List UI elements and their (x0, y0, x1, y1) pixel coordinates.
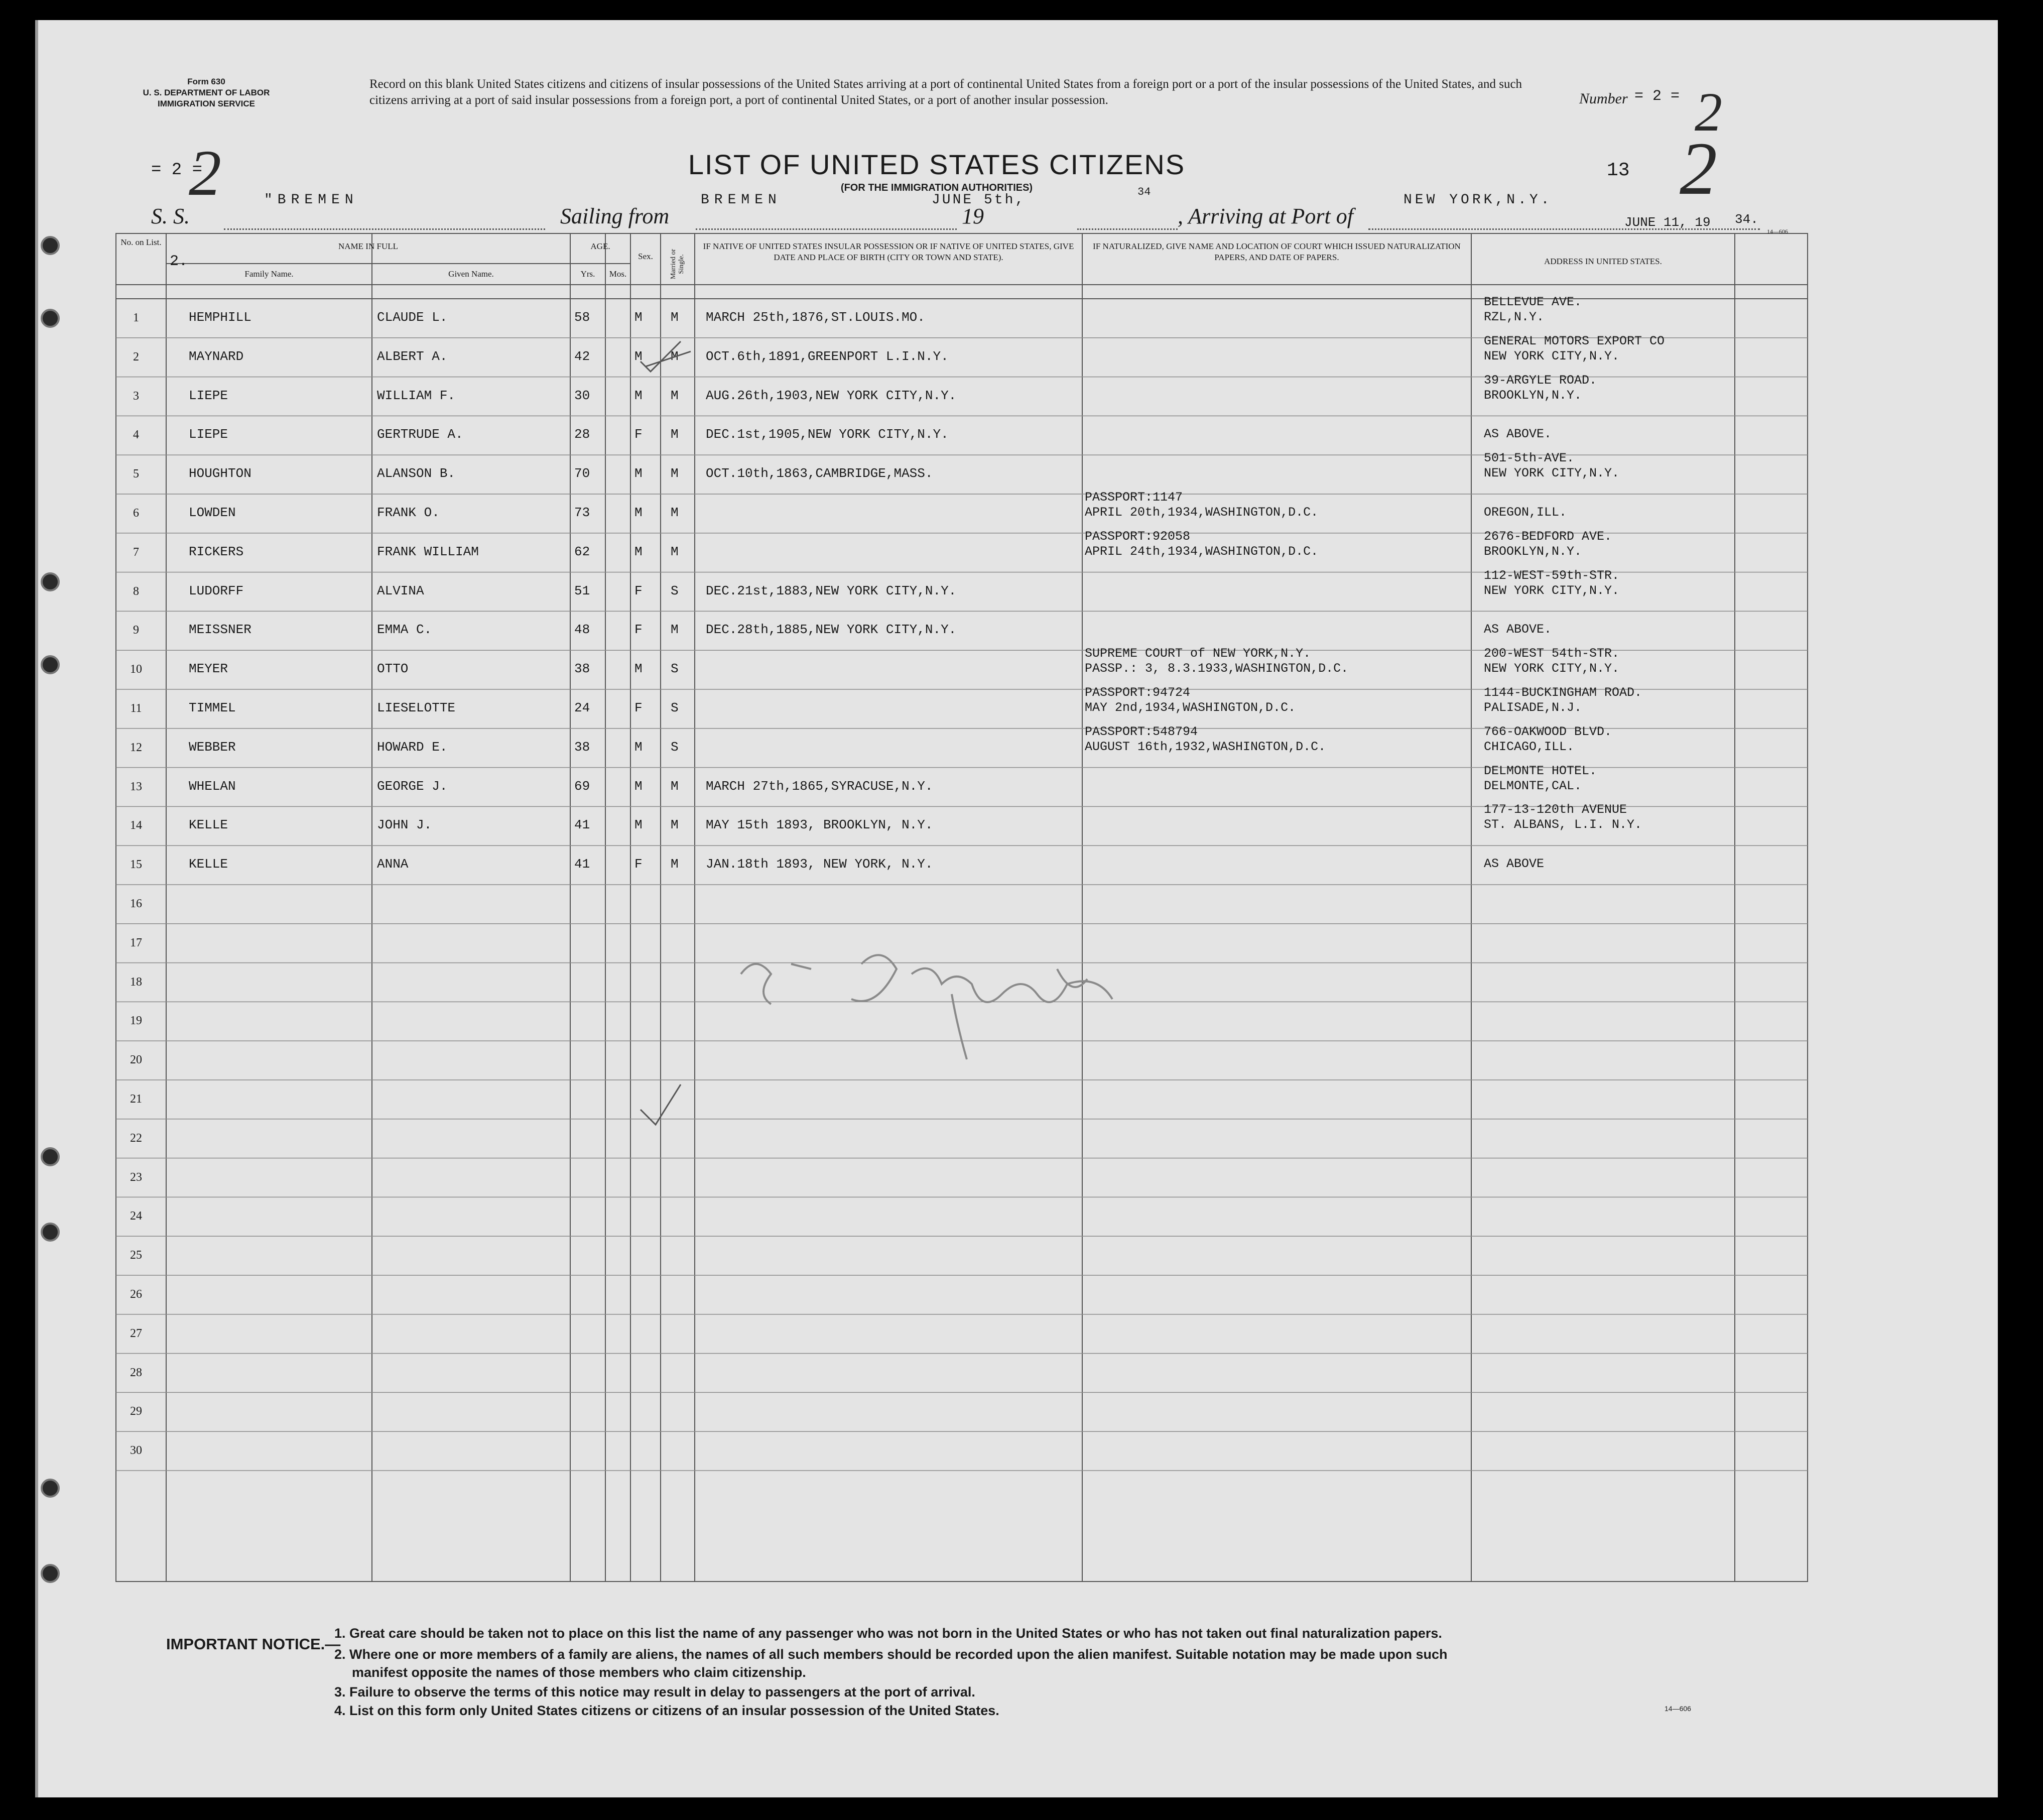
marital-status: M (671, 388, 679, 403)
address-line-2: NEW YORK CITY,N.Y. (1484, 348, 1620, 363)
page-title: LIST OF UNITED STATES CITIZENS (688, 149, 1186, 180)
given-name: ALVINA (377, 583, 424, 598)
row-number: 4 (133, 428, 139, 442)
sex: F (634, 427, 643, 442)
age-years: 73 (574, 505, 590, 520)
sex: M (634, 778, 643, 794)
naturalization-court: PASSPORT:1147 (1085, 490, 1183, 505)
sex: M (634, 388, 643, 403)
manifest-sheet (35, 20, 1998, 1797)
sex: M (634, 817, 643, 833)
birth-info: JAN.18th 1893, NEW YORK, N.Y. (706, 857, 933, 872)
address-line-2: BROOKLYN,N.Y. (1484, 388, 1582, 403)
family-name: RICKERS (189, 544, 244, 559)
marital-status: S (671, 700, 679, 715)
family-name: MEISSNER (189, 622, 251, 638)
family-name: LOWDEN (189, 505, 236, 520)
birth-info: DEC.28th,1885,NEW YORK CITY,N.Y. (706, 622, 957, 638)
empty-row-number: 24 (130, 1209, 142, 1223)
row-number: 13 (130, 780, 142, 793)
row-number: 8 (133, 584, 139, 598)
marital-status: M (671, 817, 679, 833)
header-months: Mos. (609, 269, 627, 279)
empty-row-number: 28 (130, 1366, 142, 1379)
family-name: LUDORFF (189, 583, 244, 598)
header-sex: Sex. (638, 252, 653, 261)
address-line-1: 2676-BEDFORD AVE. (1484, 529, 1612, 544)
empty-row-number: 29 (130, 1405, 142, 1418)
given-name: LIESELOTTE (377, 700, 456, 715)
family-name: LIEPE (189, 427, 228, 442)
empty-row-number: 20 (130, 1053, 142, 1067)
empty-row-number: 16 (130, 897, 142, 910)
header-married-single: Married or Single. (670, 249, 685, 280)
header-address: ADDRESS IN UNITED STATES. (1544, 257, 1662, 266)
given-name: CLAUDE L. (377, 310, 448, 325)
age-years: 41 (574, 857, 590, 872)
birth-info: DEC.21st,1883,NEW YORK CITY,N.Y. (706, 583, 957, 598)
row-number: 3 (133, 389, 139, 403)
address-line-2: AS ABOVE. (1484, 622, 1552, 637)
notice-printer-mark: 14—606 (1665, 1705, 1691, 1713)
age-years: 51 (574, 583, 590, 598)
naturalization-details: APRIL 24th,1934,WASHINGTON,D.C. (1085, 544, 1319, 559)
naturalization-details: APRIL 20th,1934,WASHINGTON,D.C. (1085, 505, 1319, 520)
sailing-year-prefix: 19 (962, 204, 984, 228)
address-line-2: CHICAGO,ILL. (1484, 739, 1575, 754)
ss-label: S. S. (151, 204, 190, 228)
naturalization-court: PASSPORT:94724 (1085, 685, 1191, 700)
age-years: 58 (574, 310, 590, 325)
given-name: HOWARD E. (377, 739, 448, 755)
sex: M (634, 348, 643, 364)
empty-row-number: 26 (130, 1288, 142, 1301)
header-years: Yrs. (580, 269, 595, 279)
family-name: WEBBER (189, 739, 236, 755)
header-printer-mark: 14—606 (1767, 228, 1788, 235)
number-label: Number (1579, 90, 1628, 107)
address-line-1: GENERAL MOTORS EXPORT CO (1484, 333, 1665, 348)
row-number: 7 (133, 545, 139, 559)
address-line-2: OREGON,ILL. (1484, 505, 1567, 520)
naturalization-details: AUGUST 16th,1932,WASHINGTON,D.C. (1085, 739, 1326, 754)
row-number: 11 (130, 702, 142, 715)
given-name: FRANK O. (377, 505, 440, 520)
empty-row-number: 25 (130, 1249, 142, 1262)
birth-info: AUG.26th,1903,NEW YORK CITY,N.Y. (706, 388, 957, 403)
address-line-1: 1144-BUCKINGHAM ROAD. (1484, 685, 1642, 700)
given-name: ANNA (377, 857, 409, 872)
address-line-2: AS ABOVE (1484, 857, 1545, 872)
age-years: 48 (574, 622, 590, 638)
given-name: ALANSON B. (377, 466, 456, 481)
family-name: KELLE (189, 857, 228, 872)
empty-row-number: 17 (130, 936, 142, 949)
address-line-1: 200-WEST 54th-STR. (1484, 646, 1620, 661)
age-years: 38 (574, 739, 590, 755)
family-name: TIMMEL (189, 700, 236, 715)
page-subtitle: (FOR THE IMMIGRATION AUTHORITIES) (840, 182, 1033, 193)
empty-row-number: 21 (130, 1093, 142, 1106)
marital-status: M (671, 348, 679, 364)
address-line-2: NEW YORK CITY,N.Y. (1484, 466, 1620, 481)
address-line-1: 766-OAKWOOD BLVD. (1484, 724, 1612, 739)
notice-item-2-cont: manifest opposite the names of those members who claim citizenship. (352, 1665, 806, 1680)
address-line-2: ST. ALBANS, L.I. N.Y. (1484, 817, 1642, 832)
age-years: 69 (574, 778, 590, 794)
form-number: Form 630 (187, 77, 225, 86)
header-list-mark: 2. (169, 253, 188, 270)
sex: F (634, 857, 643, 872)
family-name: WHELAN (189, 778, 236, 794)
notice-item-3: 3. Failure to observe the terms of this notice may result in delay to passengers at the port of arrival. (334, 1684, 975, 1700)
sailing-from-label: Sailing from (560, 204, 670, 228)
address-line-1: 112-WEST-59th-STR. (1484, 568, 1620, 583)
family-name: MAYNARD (189, 348, 244, 364)
given-name: GEORGE J. (377, 778, 448, 794)
empty-row-number: 27 (130, 1326, 142, 1340)
given-name: GERTRUDE A. (377, 427, 463, 442)
naturalization-court: SUPREME COURT of NEW YORK,N.Y. (1085, 646, 1311, 661)
header-no-on-list: No. on List. (120, 237, 162, 247)
age-years: 24 (574, 700, 590, 715)
row-number: 1 (133, 311, 139, 324)
row-number: 15 (130, 858, 142, 872)
age-years: 28 (574, 427, 590, 442)
ship-name: "BREMEN (264, 192, 358, 208)
given-name: JOHN J. (377, 817, 432, 833)
family-name: KELLE (189, 817, 228, 833)
empty-row-number: 30 (130, 1444, 142, 1458)
header-native-birth: IF NATIVE OF UNITED STATES INSULAR POSSESSION OR IF NATIVE OF UNITED STATES, GIVE DATE AND PLACE OF BIRTH (CITY OR TOWN AND STATE). (703, 241, 1074, 262)
age-years: 70 (574, 466, 590, 481)
address-line-2: DELMONTE,CAL. (1484, 778, 1582, 793)
marital-status: M (671, 778, 679, 794)
family-name: LIEPE (189, 388, 228, 403)
family-name: HEMPHILL (189, 310, 251, 325)
address-line-1: DELMONTE HOTEL. (1484, 763, 1597, 778)
marital-status: M (671, 466, 679, 481)
row-number: 14 (130, 819, 142, 832)
given-name: EMMA C. (377, 622, 432, 638)
address-line-2: PALISADE,N.J. (1484, 700, 1582, 715)
arrival-port: NEW YORK,N.Y. (1403, 192, 1553, 208)
stamp-number: 13 (1607, 160, 1630, 181)
marital-status: S (671, 583, 679, 598)
naturalization-court: PASSPORT:548794 (1085, 724, 1198, 739)
family-name: HOUGHTON (189, 466, 251, 481)
family-name: MEYER (189, 661, 228, 677)
marital-status: M (671, 427, 679, 442)
sailing-port: BREMEN (701, 192, 782, 208)
marital-status: M (671, 857, 679, 872)
right-handwritten-number: 2 (1680, 127, 1717, 210)
table-grid (38, 20, 1998, 1797)
row-number: 12 (130, 741, 142, 754)
left-list-mark: = 2 = (151, 161, 203, 180)
address-line-2: AS ABOVE. (1484, 427, 1552, 442)
row-number: 5 (133, 467, 139, 481)
notice-heading: IMPORTANT NOTICE.— (166, 1635, 341, 1653)
given-name: WILLIAM F. (377, 388, 456, 403)
sailing-date: JUNE 5th, (932, 192, 1026, 208)
arrival-date: JUNE 11, 19 (1624, 215, 1711, 230)
handwritten-annotation (731, 934, 1258, 1074)
header-name-in-full: NAME IN FULL (338, 241, 398, 251)
sex: F (634, 622, 643, 638)
number-handwritten: 2 (1695, 81, 1722, 143)
given-name: OTTO (377, 661, 409, 677)
address-line-1: 39-ARGYLE ROAD. (1484, 373, 1597, 388)
sex: M (634, 544, 643, 559)
age-years: 38 (574, 661, 590, 677)
marital-status: S (671, 739, 679, 755)
header-age: AGE. (590, 241, 610, 251)
age-years: 62 (574, 544, 590, 559)
birth-info: OCT.6th,1891,GREENPORT L.I.N.Y. (706, 348, 949, 364)
address-line-1: 501-5th-AVE. (1484, 451, 1575, 466)
arriving-label: , Arriving at Port of (1178, 204, 1353, 228)
sex: M (634, 661, 643, 677)
service-name: IMMIGRATION SERVICE (158, 99, 255, 108)
given-name: ALBERT A. (377, 348, 448, 364)
naturalization-court: PASSPORT:92058 (1085, 529, 1191, 544)
birth-info: DEC.1st,1905,NEW YORK CITY,N.Y. (706, 427, 949, 442)
birth-info: MARCH 25th,1876,ST.LOUIS.MO. (706, 310, 925, 325)
birth-info: OCT.10th,1863,CAMBRIDGE,MASS. (706, 466, 933, 481)
checkmark-column (635, 321, 716, 1175)
sex: F (634, 583, 643, 598)
naturalization-details: MAY 2nd,1934,WASHINGTON,D.C. (1085, 700, 1296, 715)
sex: M (634, 739, 643, 755)
form-instructions: Record on this blank United States citizens and citizens of insular possessions of the United States arriving at a port of continental United States from a foreign port or a port of the insular possessions of the United States, and such citizens arriving at a port of said insular possessions from a foreign port, a port of continental United States, or a port of another insular possession. (369, 77, 1522, 107)
header-naturalized: IF NATURALIZED, GIVE NAME AND LOCATION OF COURT WHICH ISSUED NATURALIZATION PAPERS, AND DATE OF PAPERS. (1093, 241, 1461, 262)
sex: F (634, 700, 643, 715)
marital-status: M (671, 310, 679, 325)
header-given-name: Given Name. (448, 269, 494, 279)
address-line-2: RZL,N.Y. (1484, 310, 1545, 324)
sex: M (634, 466, 643, 481)
naturalization-details: PASSP.: 3, 8.3.1933,WASHINGTON,D.C. (1085, 661, 1349, 676)
sailing-year-suffix: 34 (1137, 186, 1151, 198)
department-name: U. S. DEPARTMENT OF LABOR (143, 88, 270, 97)
notice-item-4: 4. List on this form only United States citizens or citizens of an insular possession of the United States. (334, 1703, 999, 1718)
notice-item-2: 2. Where one or more members of a family are aliens, the names of all such members should be recorded upon the alien manifest. Suitable notation may be made upon such (334, 1647, 1448, 1662)
empty-row-number: 18 (130, 975, 142, 989)
row-number: 9 (133, 624, 139, 637)
number-value: = 2 = (1634, 88, 1680, 105)
sex: M (634, 310, 643, 325)
address-line-1: BELLEVUE AVE. (1484, 295, 1582, 309)
empty-row-number: 19 (130, 1014, 142, 1028)
given-name: FRANK WILLIAM (377, 544, 479, 559)
address-line-2: NEW YORK CITY,N.Y. (1484, 583, 1620, 598)
marital-status: M (671, 505, 679, 520)
address-line-2: BROOKLYN,N.Y. (1484, 544, 1582, 559)
marital-status: M (671, 544, 679, 559)
birth-info: MARCH 27th,1865,SYRACUSE,N.Y. (706, 778, 933, 794)
row-number: 10 (130, 663, 142, 676)
age-years: 42 (574, 348, 590, 364)
age-years: 41 (574, 817, 590, 833)
marital-status: M (671, 622, 679, 638)
row-number: 2 (133, 350, 139, 363)
sex: M (634, 505, 643, 520)
notice-item-1: 1. Great care should be taken not to place on this list the name of any passenger who was not born in the United States or who has not taken out final naturalization papers. (334, 1626, 1442, 1641)
empty-row-number: 23 (130, 1170, 142, 1184)
birth-info: MAY 15th 1893, BROOKLYN, N.Y. (706, 817, 933, 833)
marital-status: S (671, 661, 679, 677)
age-years: 30 (574, 388, 590, 403)
empty-row-number: 22 (130, 1131, 142, 1145)
address-line-2: NEW YORK CITY,N.Y. (1484, 661, 1620, 676)
left-handwritten-number: 2 (189, 137, 221, 209)
header-family-name: Family Name. (244, 269, 294, 279)
address-line-1: 177-13-120th AVENUE (1484, 802, 1627, 817)
arrival-year: 34. (1735, 212, 1758, 227)
row-number: 6 (133, 507, 139, 520)
